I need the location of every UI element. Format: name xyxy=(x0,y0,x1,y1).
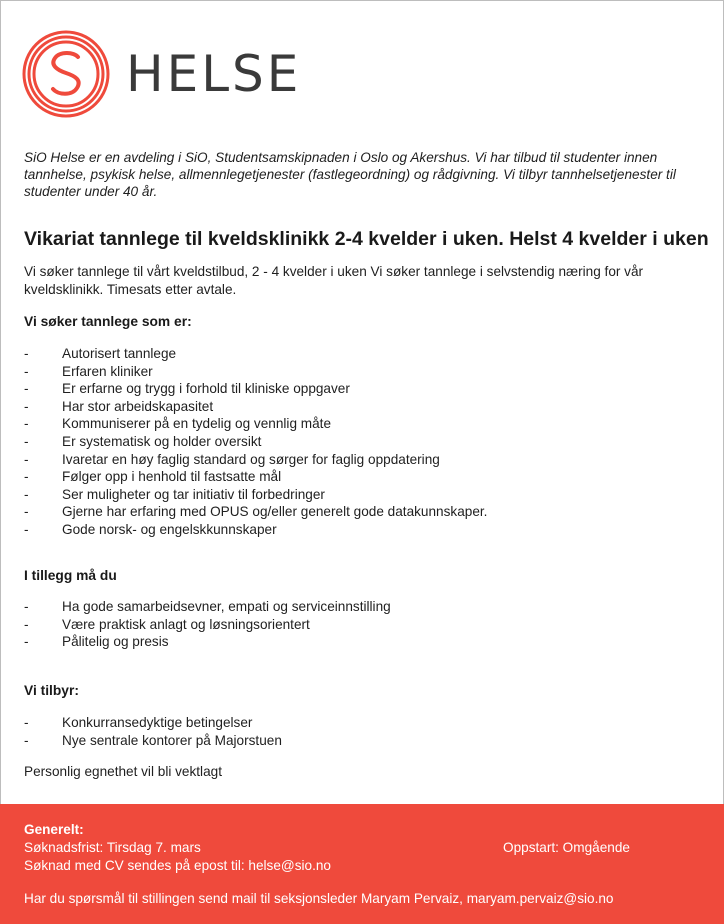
footer-heading: Generelt: xyxy=(24,822,84,837)
list-item xyxy=(24,363,704,381)
list-item xyxy=(24,415,704,433)
list-item xyxy=(24,468,704,486)
list-dash: - xyxy=(24,599,29,614)
list-item-text: Har stor arbeidskapasitet xyxy=(62,398,214,414)
intro-text: SiO Helse er en avdeling i SiO, Studentsamskipnaden i Oslo og Akershus. Vi har tilbud til studenter innen tannhelse, psykisk helse, allmennlegetjenester (fastlegeordning) og rådgivning. Vi tilbyr tannhelsetjenester til studenter under 40 år. xyxy=(24,150,676,199)
list-item xyxy=(24,433,704,451)
list-dash: - xyxy=(24,486,29,502)
list-item-text: Gode norsk- og engelskkunnskaper xyxy=(62,521,277,537)
list-item-text: Ser muligheter og tar initiativ til forbedringer xyxy=(62,486,325,502)
list-item xyxy=(24,345,704,363)
additional-list xyxy=(24,598,704,651)
footer-apply: Søknad med CV sendes på epost til: helse@sio.no xyxy=(24,858,331,873)
additional-heading: I tillegg må du xyxy=(24,568,117,583)
list-item xyxy=(24,598,704,616)
closing-text: Personlig egnethet vil bli vektlagt xyxy=(24,764,222,779)
list-dash: - xyxy=(24,732,29,748)
list-item-text: Konkurransedyktige betingelser xyxy=(62,715,253,730)
list-item-text: Autorisert tannlege xyxy=(62,346,177,361)
list-item-text: Ivaretar en høy faglig standard og sørger for faglig oppdatering xyxy=(62,451,440,467)
list-item xyxy=(24,732,704,750)
footer-deadline: Søknadsfrist: Tirsdag 7. mars xyxy=(24,840,201,855)
list-dash: - xyxy=(24,381,29,397)
list-dash: - xyxy=(24,634,29,650)
job-description: Vi søker tannlege til vårt kveldstilbud, 2 - 4 kvelder i uken Vi søker tannlege i selvstendig næring for vår kveldsklinikk. Timesats etter avtale. xyxy=(24,264,644,297)
job-title: Vikariat tannlege til kveldsklinikk 2-4 kvelder i uken. Helst 4 kvelder i uken xyxy=(24,228,709,250)
logo-text: HELSE xyxy=(126,45,302,103)
list-item xyxy=(24,503,704,521)
list-item xyxy=(24,521,704,539)
list-dash: - xyxy=(24,521,29,537)
footer-banner xyxy=(0,804,724,924)
list-item xyxy=(24,451,704,469)
list-item xyxy=(24,380,704,398)
list-item xyxy=(24,633,704,651)
list-dash: - xyxy=(24,616,29,632)
requirements-list xyxy=(24,345,704,539)
list-item-text: Være praktisk anlagt og løsningsorientert xyxy=(62,616,310,632)
list-item-text: Erfaren kliniker xyxy=(62,363,153,379)
footer-start: Oppstart: Omgående xyxy=(503,840,630,855)
footer-contact: Har du spørsmål til stillingen send mail til seksjonsleder Maryam Pervaiz, maryam.pervaiz@sio.no xyxy=(24,891,614,906)
sio-helse-logo xyxy=(22,30,301,118)
list-item xyxy=(24,486,704,504)
list-dash: - xyxy=(24,346,29,361)
list-item xyxy=(24,616,704,634)
requirements-heading: Vi søker tannlege som er: xyxy=(24,314,192,329)
list-dash: - xyxy=(24,451,29,467)
list-item xyxy=(24,714,704,732)
list-dash: - xyxy=(24,398,29,414)
list-item-text: Ha gode samarbeidsevner, empati og serviceinnstilling xyxy=(62,599,391,614)
list-dash: - xyxy=(24,363,29,379)
offers-heading: Vi tilbyr: xyxy=(24,683,79,698)
list-item-text: Kommuniserer på en tydelig og vennlig måte xyxy=(62,416,332,432)
list-dash: - xyxy=(24,715,29,730)
list-item-text: Pålitelig og presis xyxy=(62,634,169,650)
list-item-text: Er systematisk og holder oversikt xyxy=(62,433,262,449)
offers-list xyxy=(24,714,704,749)
list-dash: - xyxy=(24,433,29,449)
list-dash: - xyxy=(24,469,29,485)
list-item-text: Er erfarne og trygg i forhold til kliniske oppgaver xyxy=(62,381,350,397)
list-item-text: Følger opp i henhold til fastsatte mål xyxy=(62,469,282,485)
list-dash: - xyxy=(24,416,29,432)
list-item-text: Gjerne har erfaring med OPUS og/eller generelt gode datakunnskaper. xyxy=(62,504,488,520)
list-dash: - xyxy=(24,504,29,520)
list-item-text: Nye sentrale kontorer på Majorstuen xyxy=(62,732,282,748)
sio-logo-icon xyxy=(22,30,110,118)
list-item xyxy=(24,398,704,416)
